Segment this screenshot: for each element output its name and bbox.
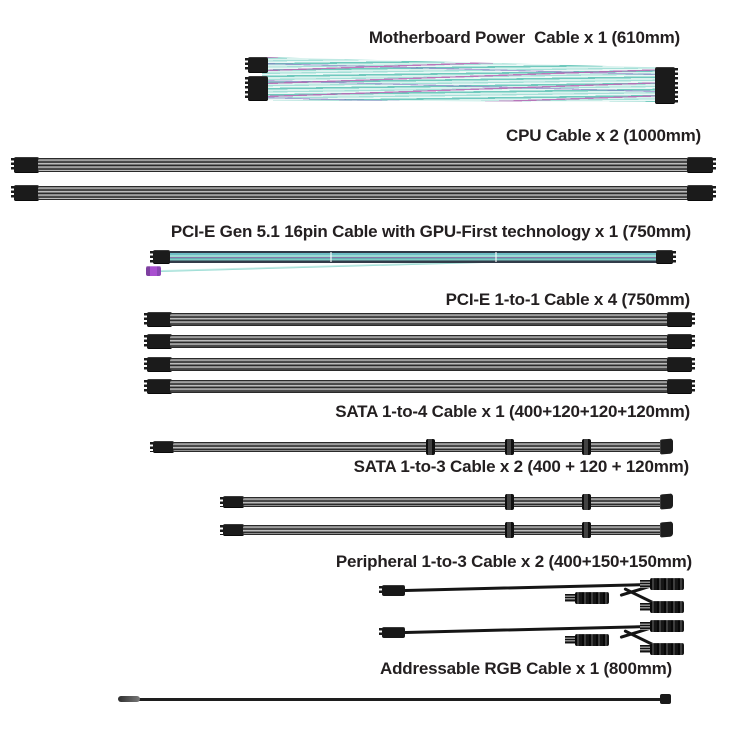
peripheral-cable-1-main-wire (404, 583, 650, 592)
motherboard-connector-left-lower (248, 76, 268, 101)
pcie-1to1-cable-label: PCI-E 1-to-1 Cable x 4 (750mm) (445, 290, 690, 309)
argb-cable-body (136, 698, 664, 701)
pcie-gen5-cable-body (167, 251, 659, 263)
pcie-gen5-connector-left (153, 250, 170, 264)
sata-1to3-cable-2-connector-left (223, 524, 244, 536)
motherboard-cable-label: Motherboard Power Cable x 1 (610mm) (368, 28, 680, 47)
sata-1to3-cable-2-body (243, 525, 663, 535)
peripheral-cable-1-connector-left (382, 585, 405, 596)
motherboard-connector-left-upper (248, 57, 268, 73)
peripheral-cable-2-molex-top (650, 620, 684, 632)
pcie-1to1-cable-1-connector-right (667, 312, 692, 327)
pcie-1to1-cable-1-body (170, 313, 668, 326)
peripheral-cable-label: Peripheral 1-to-3 Cable x 2 (400+150+150mm) (335, 552, 692, 571)
motherboard-cable-wires (262, 57, 660, 102)
pcie-1to1-cable-2-body (170, 335, 668, 348)
argb-connector-left (118, 696, 140, 702)
sata-1to3-cable-1-sata-connector-3-end (660, 493, 673, 509)
pcie-gen5-cable-label: PCI-E Gen 5.1 16pin Cable with GPU-First technology x 1 (750mm) (170, 222, 691, 241)
pcie-gen5-connector-right (656, 250, 673, 264)
peripheral-cable-1-molex-top (650, 578, 684, 590)
sata-1to4-sata-connector-1 (426, 439, 435, 455)
sata-1to3-cable-2-sata-connector-3-end (660, 521, 673, 537)
sata-1to3-cable-1-sata-connector-2 (582, 494, 591, 510)
cpu-cable-1-connector-right (687, 157, 713, 173)
pcie-1to1-cable-4-connector-left (147, 379, 172, 394)
pcie-1to1-cable-3-connector-left (147, 357, 172, 372)
cpu-cable-1-connector-left (14, 157, 39, 173)
sata-1to4-sata-connector-4-end (660, 438, 673, 454)
cpu-cable-2-body (38, 186, 688, 200)
peripheral-cable-2-molex-bottom (650, 643, 684, 655)
pcie-1to1-cable-1-connector-left (147, 312, 172, 327)
pcie-1to1-cable-2-connector-right (667, 334, 692, 349)
pcie-gen5-cable-joint-1 (330, 252, 332, 262)
pcie-1to1-cable-4-body (170, 380, 668, 393)
argb-cable-label: Addressable RGB Cable x 1 (800mm) (380, 659, 672, 678)
sata-1to4-sata-connector-2 (505, 439, 514, 455)
pcie-1to1-cable-4-connector-right (667, 379, 692, 394)
cpu-cable-2-connector-right (687, 185, 713, 201)
sata-1to3-cable-1-sata-connector-1 (505, 494, 514, 510)
pcie-1to1-cable-3-connector-right (667, 357, 692, 372)
sata-1to3-cable-1-body (243, 497, 663, 507)
pcie-1to1-cable-2-connector-left (147, 334, 172, 349)
sata-1to4-cable-label: SATA 1-to-4 Cable x 1 (400+120+120+120mm) (335, 402, 690, 421)
argb-connector-right (660, 694, 671, 704)
peripheral-cable-1-molex-middle (575, 592, 609, 604)
sata-1to3-cable-2-sata-connector-1 (505, 522, 514, 538)
motherboard-connector-right-24pin (655, 67, 675, 104)
peripheral-cable-1-molex-bottom (650, 601, 684, 613)
pcie-gen5-sense-connector-purple (146, 266, 161, 276)
cpu-cable-2-connector-left (14, 185, 39, 201)
sata-1to4-connector-left (153, 441, 174, 453)
cpu-cable-1-body (38, 158, 688, 172)
cpu-cable-label: CPU Cable x 2 (1000mm) (506, 126, 701, 145)
sata-1to3-cable-2-sata-connector-2 (582, 522, 591, 538)
sata-1to3-cable-label: SATA 1-to-3 Cable x 2 (400 + 120 + 120mm) (353, 457, 689, 476)
peripheral-cable-2-molex-middle (575, 634, 609, 646)
sata-1to3-cable-1-connector-left (223, 496, 244, 508)
sata-1to4-sata-connector-3 (582, 439, 591, 455)
pcie-gen5-cable-joint-2 (495, 252, 497, 262)
peripheral-cable-2-connector-left (382, 627, 405, 638)
peripheral-cable-2-main-wire (404, 625, 650, 634)
pcie-1to1-cable-3-body (170, 358, 668, 371)
